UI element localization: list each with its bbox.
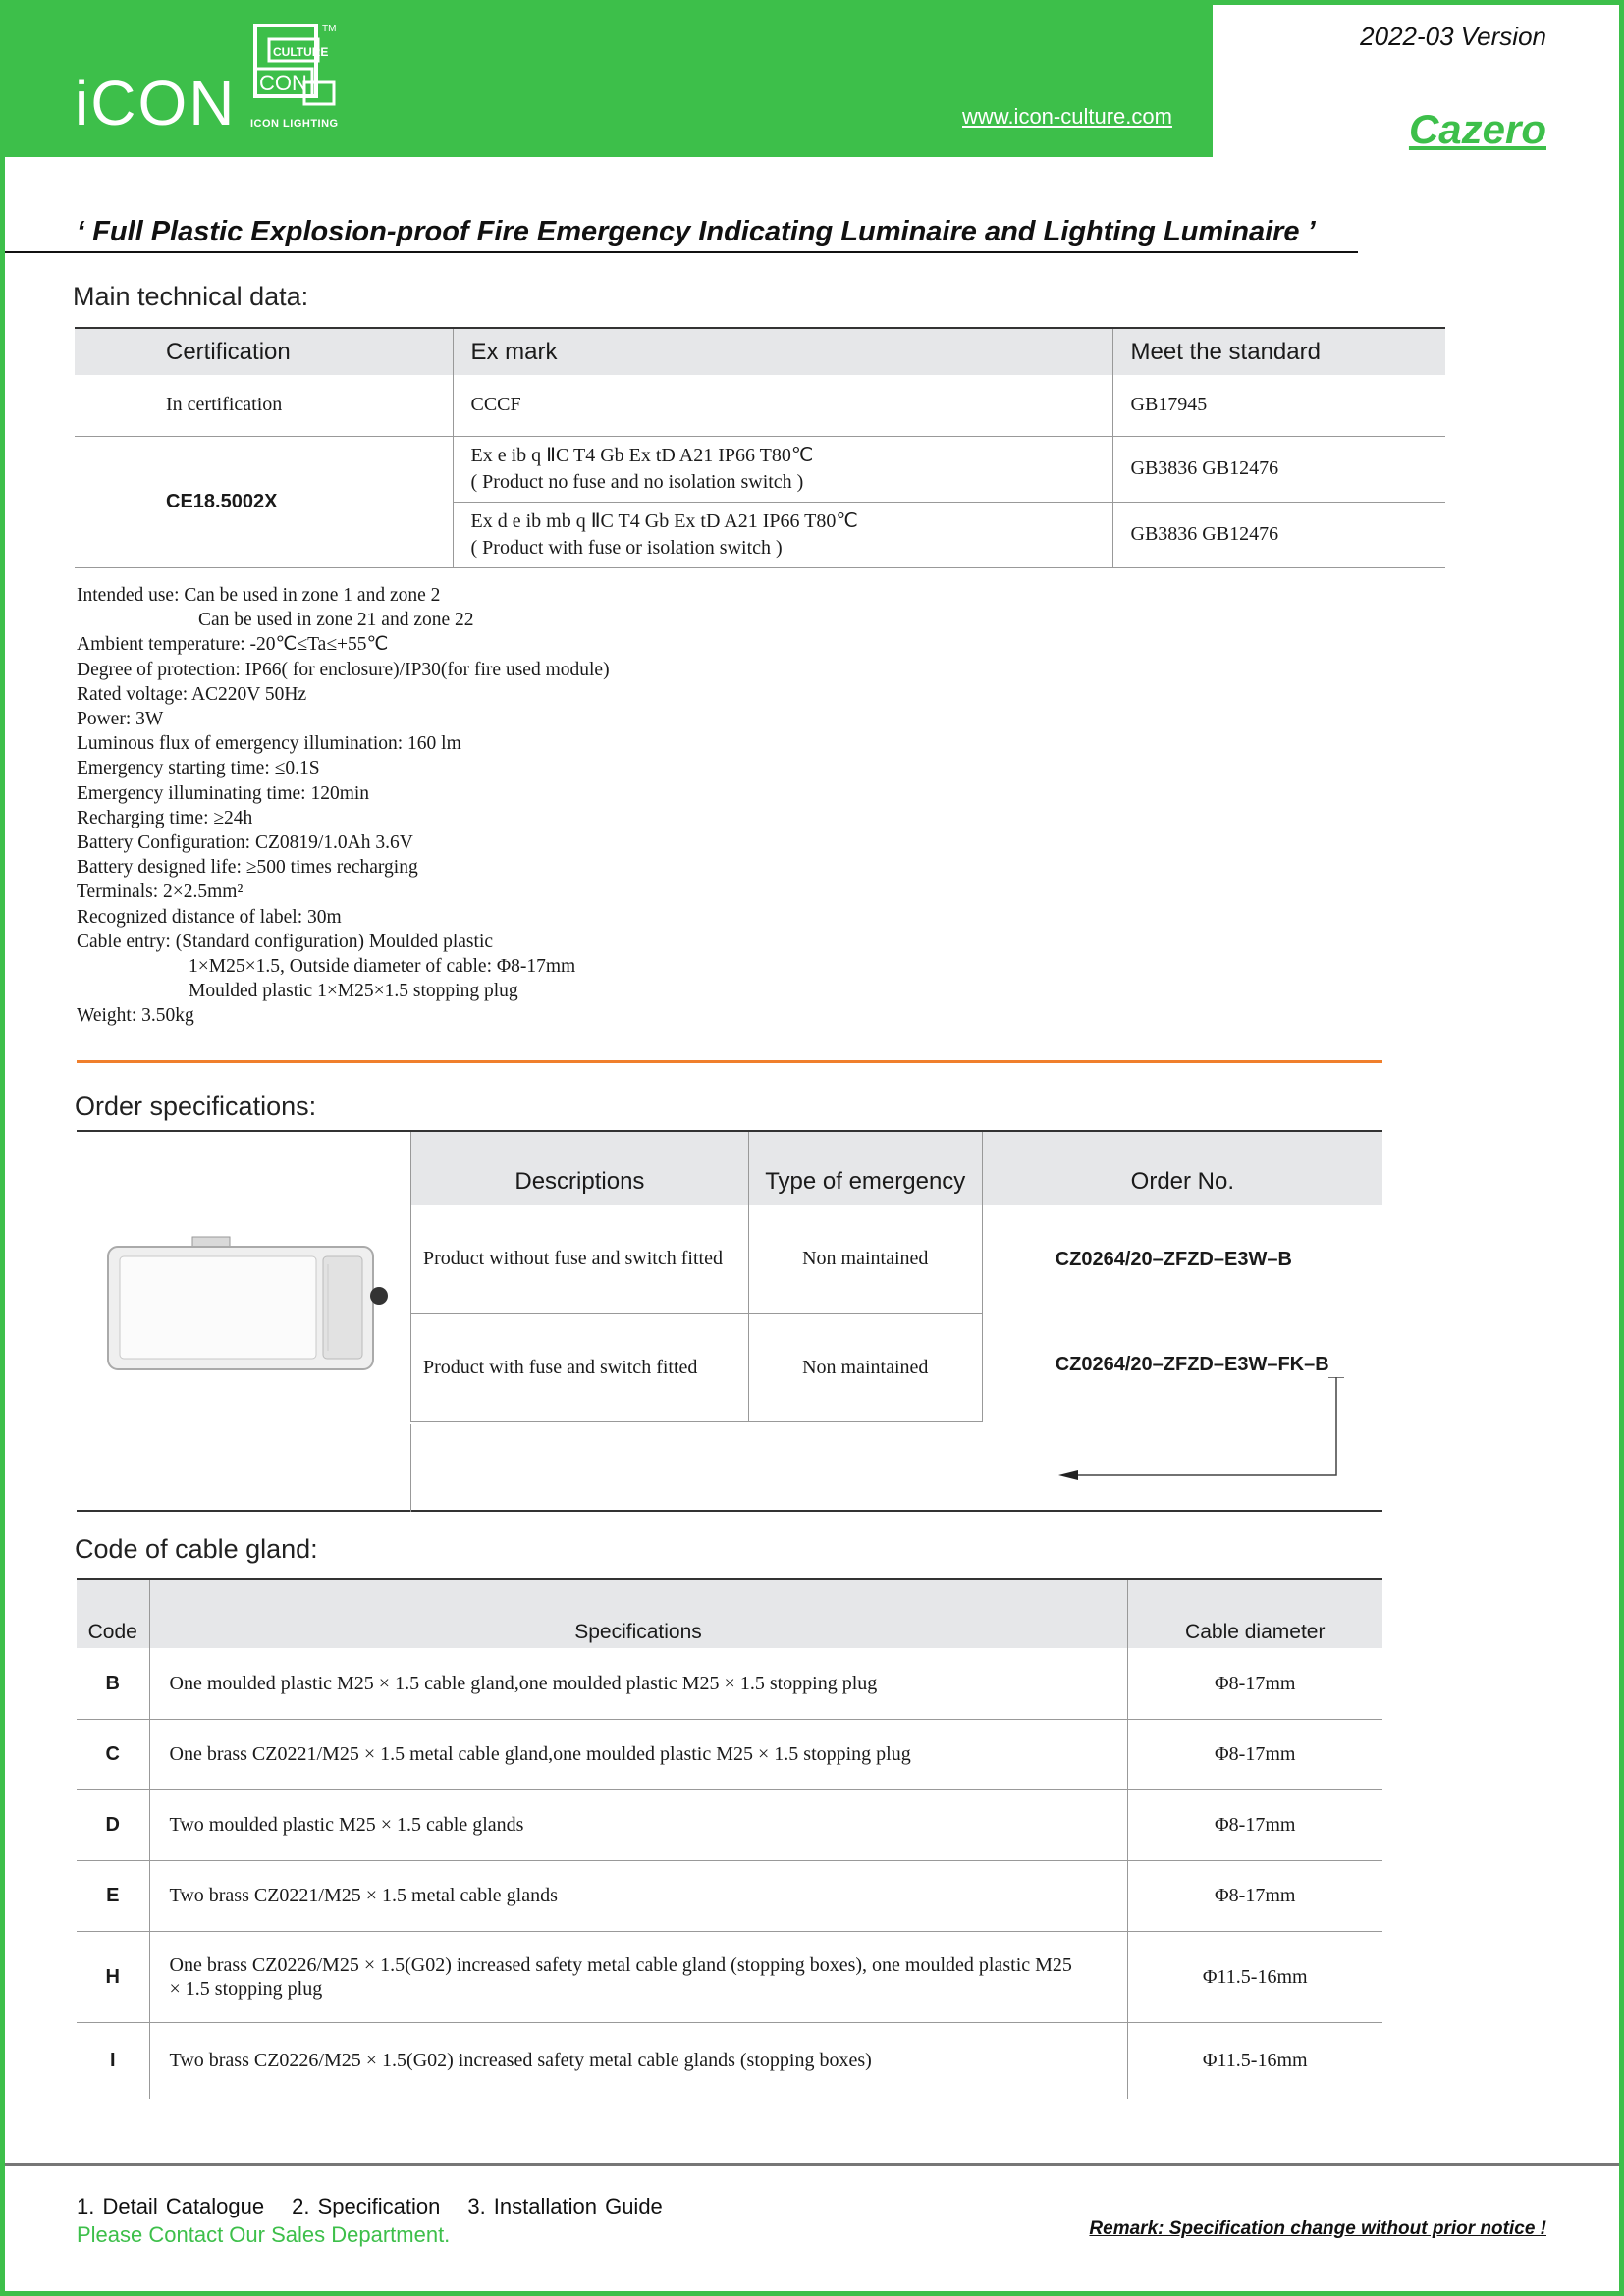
ex-mark-cell: CCCF	[453, 375, 1112, 436]
version-label: 2022-03 Version	[1360, 22, 1546, 51]
gland-code-cell: C	[77, 1719, 149, 1789]
column-header: Descriptions	[411, 1132, 749, 1205]
gland-spec-cell: One moulded plastic M25 × 1.5 cable gland,one moulded plastic M25 × 1.5 stopping plug	[149, 1648, 1127, 1719]
gland-spec-cell: Two brass CZ0221/M25 × 1.5 metal cable glands	[149, 1860, 1127, 1931]
gland-spec-cell: Two moulded plastic M25 × 1.5 cable glands	[149, 1789, 1127, 1860]
certification-cell: In certification	[75, 375, 453, 436]
gland-code-cell: E	[77, 1860, 149, 1931]
order-code-pointer-arrow	[1058, 1377, 1353, 1485]
spec-line: Recharging time: ≥24h	[77, 807, 253, 828]
footer-doc-item: 1. Detail Catalogue	[77, 2194, 265, 2218]
gland-code-cell: D	[77, 1789, 149, 1860]
footer-document-list	[77, 2194, 690, 2219]
spec-line: Cable entry: (Standard configuration) Moulded plastic	[77, 931, 494, 952]
logo-con-text: CON	[259, 71, 307, 95]
spec-line: Emergency illuminating time: 120min	[77, 782, 370, 804]
ex-mark-note: ( Product with fuse or isolation switch )	[470, 536, 783, 559]
order-number-cell: CZ0264/20–ZFZD–E3W–FK–B	[982, 1313, 1382, 1421]
gland-header-row	[77, 1579, 1382, 1648]
spec-line: Recognized distance of label: 30m	[77, 906, 342, 928]
spec-line: Weight: 3.50kg	[77, 1005, 194, 1027]
emergency-type-cell: Non maintained	[748, 1313, 982, 1421]
order-row	[411, 1205, 1383, 1313]
ex-mark-text: Ex d e ib mb q ⅡC T4 Gb Ex tD A21 IP66 T80℃	[470, 509, 858, 532]
order-section	[77, 1130, 1382, 1512]
spec-line: Luminous flux of emergency illumination: 160 lm	[77, 733, 461, 755]
document-title: ‘ Full Plastic Explosion-proof Fire Emergency Indicating Luminaire and Lighting Luminaire ’	[77, 216, 1316, 247]
website-link[interactable]: www.icon-culture.com	[962, 104, 1172, 129]
technical-row	[75, 375, 1445, 436]
column-header: Specifications	[149, 1579, 1127, 1648]
ex-mark-cell	[453, 502, 1112, 567]
gland-code-cell: B	[77, 1648, 149, 1719]
spec-line: Can be used in zone 21 and zone 22	[198, 610, 474, 631]
description-cell: Product with fuse and switch fitted	[411, 1313, 749, 1421]
gland-diameter-cell: Φ8-17mm	[1127, 1648, 1382, 1719]
technical-row	[75, 436, 1445, 502]
column-header: Code	[77, 1579, 149, 1648]
section-divider	[77, 1060, 1382, 1063]
column-header: Order No.	[982, 1132, 1382, 1205]
gland-diameter-cell: Φ11.5-16mm	[1127, 2022, 1382, 2099]
gland-spec-cell: One brass CZ0221/M25 × 1.5 metal cable gland,one moulded plastic M25 × 1.5 stopping plug	[149, 1719, 1127, 1789]
standard-cell: GB17945	[1112, 375, 1445, 436]
luminaire-product-image	[102, 1235, 397, 1382]
logo-culture-text: CULTURE	[273, 45, 329, 59]
column-header: Certification	[75, 328, 453, 375]
brand-name: Cazero	[1408, 106, 1546, 152]
footer-contact: Please Contact Our Sales Department.	[77, 2222, 451, 2247]
column-header: Ex mark	[453, 328, 1112, 375]
gland-row	[77, 1789, 1382, 1860]
column-header: Type of emergency	[748, 1132, 982, 1205]
spec-line: Rated voltage: AC220V 50Hz	[77, 683, 307, 705]
logo-wordmark: iCON	[75, 68, 237, 138]
order-table-left-border	[410, 1424, 411, 1512]
technical-heading: Main technical data:	[73, 282, 309, 311]
spec-line: Power: 3W	[77, 709, 164, 730]
gland-code-cell: H	[77, 1931, 149, 2022]
certification-cell: CE18.5002X	[75, 436, 453, 567]
standard-cell: GB3836 GB12476	[1112, 502, 1445, 567]
column-header: Cable diameter	[1127, 1579, 1382, 1648]
spec-line: Ambient temperature: -20℃≤Ta≤+55℃	[77, 634, 389, 656]
gland-row	[77, 1860, 1382, 1931]
spec-line: Battery Configuration: CZ0819/1.0Ah 3.6V	[77, 832, 413, 854]
spec-line: Battery designed life: ≥500 times recharging	[77, 857, 418, 879]
technical-header-row	[75, 328, 1445, 375]
gland-spec-cell: One brass CZ0226/M25 × 1.5(G02) increased safety metal cable gland (stopping boxes), one moulded plastic M25 × 1.5 stopping plug	[149, 1931, 1127, 2022]
order-heading: Order specifications:	[75, 1092, 317, 1121]
order-number-cell: CZ0264/20–ZFZD–E3W–B	[982, 1205, 1382, 1313]
gland-row	[77, 1719, 1382, 1789]
description-cell: Product without fuse and switch fitted	[411, 1205, 749, 1313]
spec-line: Degree of protection: IP66( for enclosure)/IP30(for fire used module)	[77, 659, 610, 680]
technical-table	[75, 327, 1445, 568]
logo-tm-text: TM	[322, 24, 337, 34]
gland-row	[77, 2022, 1382, 2099]
gland-code-cell: I	[109, 2050, 116, 2072]
spec-line: Terminals: 2×2.5mm²	[77, 881, 244, 903]
cable-gland-table	[77, 1578, 1382, 2099]
title-divider	[5, 251, 1358, 253]
spec-line: Intended use: Can be used in zone 1 and zone 2	[77, 585, 441, 606]
spec-line: Emergency starting time: ≤0.1S	[77, 758, 320, 779]
gland-diameter-cell: Φ8-17mm	[1127, 1719, 1382, 1789]
gland-row	[77, 1648, 1382, 1719]
footer-doc-item: 2. Specification	[292, 2194, 441, 2218]
footer-remark: Remark: Specification change without prior notice !	[1089, 2218, 1546, 2239]
gland-diameter-cell: Φ8-17mm	[1127, 1789, 1382, 1860]
gland-heading: Code of cable gland:	[75, 1534, 318, 1564]
spec-line: Moulded plastic 1×M25×1.5 stopping plug	[189, 981, 518, 1002]
gland-diameter-cell: Φ11.5-16mm	[1127, 1931, 1382, 2022]
footer-doc-item: 3. Installation Guide	[467, 2194, 663, 2218]
specification-list	[77, 583, 610, 1029]
ex-mark-cell	[453, 436, 1112, 502]
logo-caption: ICON LIGHTING	[250, 118, 339, 130]
ex-mark-note: ( Product no fuse and no isolation switch )	[470, 470, 804, 493]
gland-row	[77, 1931, 1382, 2022]
gland-spec-cell: Two brass CZ0226/M25 × 1.5(G02) increased safety metal cable glands (stopping boxes)	[149, 2022, 1127, 2099]
ex-mark-text: Ex e ib q ⅡC T4 Gb Ex tD A21 IP66 T80℃	[470, 444, 814, 466]
footer-divider	[5, 2163, 1619, 2166]
standard-cell: GB3836 GB12476	[1112, 436, 1445, 502]
order-header-row	[411, 1132, 1383, 1205]
spec-line: 1×M25×1.5, Outside diameter of cable: Φ8-17mm	[189, 956, 576, 978]
gland-diameter-cell: Φ8-17mm	[1127, 1860, 1382, 1931]
column-header: Meet the standard	[1112, 328, 1445, 375]
emergency-type-cell: Non maintained	[748, 1205, 982, 1313]
